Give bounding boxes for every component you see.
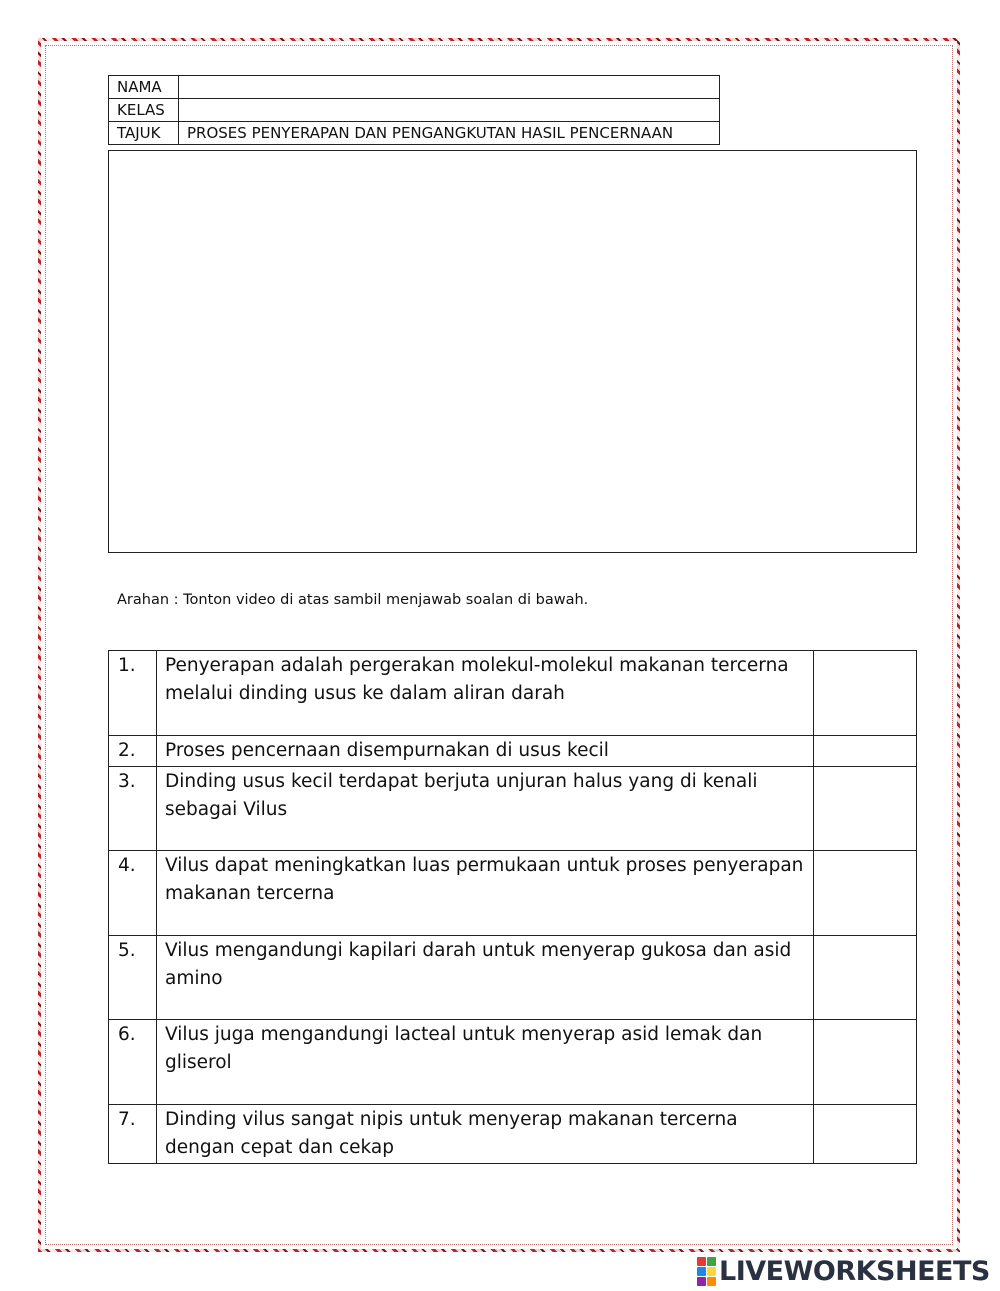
question-text: Penyerapan adalah pergerakan molekul-molekul makanan tercerna melalui dinding usus ke dalam aliran darah <box>157 651 814 736</box>
question-row <box>109 651 917 736</box>
info-label: TAJUK <box>109 122 179 145</box>
question-number: 1. <box>109 651 157 736</box>
liveworksheets-logo <box>697 1255 990 1287</box>
instruction-text: Arahan : Tonton video di atas sambil menjawab soalan di bawah. <box>117 592 589 608</box>
question-row <box>109 767 917 851</box>
question-row <box>109 936 917 1020</box>
info-row-kelas <box>109 99 720 122</box>
video-frame[interactable] <box>108 150 917 553</box>
question-text: Vilus juga mengandungi lacteal untuk menyerap asid lemak dan gliserol <box>157 1020 814 1105</box>
question-row <box>109 1105 917 1164</box>
class-field[interactable] <box>179 99 720 122</box>
question-text: Dinding vilus sangat nipis untuk menyerap makanan tercerna dengan cepat dan cekap <box>157 1105 814 1164</box>
topic-value: PROSES PENYERAPAN DAN PENGANGKUTAN HASIL PENCERNAAN <box>179 122 720 145</box>
info-row-nama <box>109 76 720 99</box>
question-number: 7. <box>109 1105 157 1164</box>
info-label: NAMA <box>109 76 179 99</box>
question-row <box>109 1020 917 1105</box>
answer-box[interactable] <box>814 767 917 851</box>
info-label: KELAS <box>109 99 179 122</box>
answer-box[interactable] <box>814 1020 917 1105</box>
question-number: 2. <box>109 736 157 767</box>
question-number: 5. <box>109 936 157 1020</box>
question-text: Vilus mengandungi kapilari darah untuk menyerap gukosa dan asid amino <box>157 936 814 1020</box>
question-row <box>109 736 917 767</box>
info-row-tajuk <box>109 122 720 145</box>
question-number: 4. <box>109 851 157 936</box>
student-info-table <box>108 75 720 145</box>
answer-box[interactable] <box>814 651 917 736</box>
answer-box[interactable] <box>814 851 917 936</box>
name-field[interactable] <box>179 76 720 99</box>
question-text: Vilus dapat meningkatkan luas permukaan untuk proses penyerapan makanan tercerna <box>157 851 814 936</box>
question-text: Proses pencernaan disempurnakan di usus kecil <box>157 736 814 767</box>
questions-table <box>108 650 917 1164</box>
answer-box[interactable] <box>814 936 917 1020</box>
answer-box[interactable] <box>814 736 917 767</box>
question-number: 3. <box>109 767 157 851</box>
answer-box[interactable] <box>814 1105 917 1164</box>
question-row <box>109 851 917 936</box>
logo-text: LIVEWORKSHEETS <box>719 1255 990 1287</box>
question-number: 6. <box>109 1020 157 1105</box>
question-text: Dinding usus kecil terdapat berjuta unjuran halus yang di kenali sebagai Vilus <box>157 767 814 851</box>
liveworksheets-logo-icon <box>697 1257 716 1286</box>
